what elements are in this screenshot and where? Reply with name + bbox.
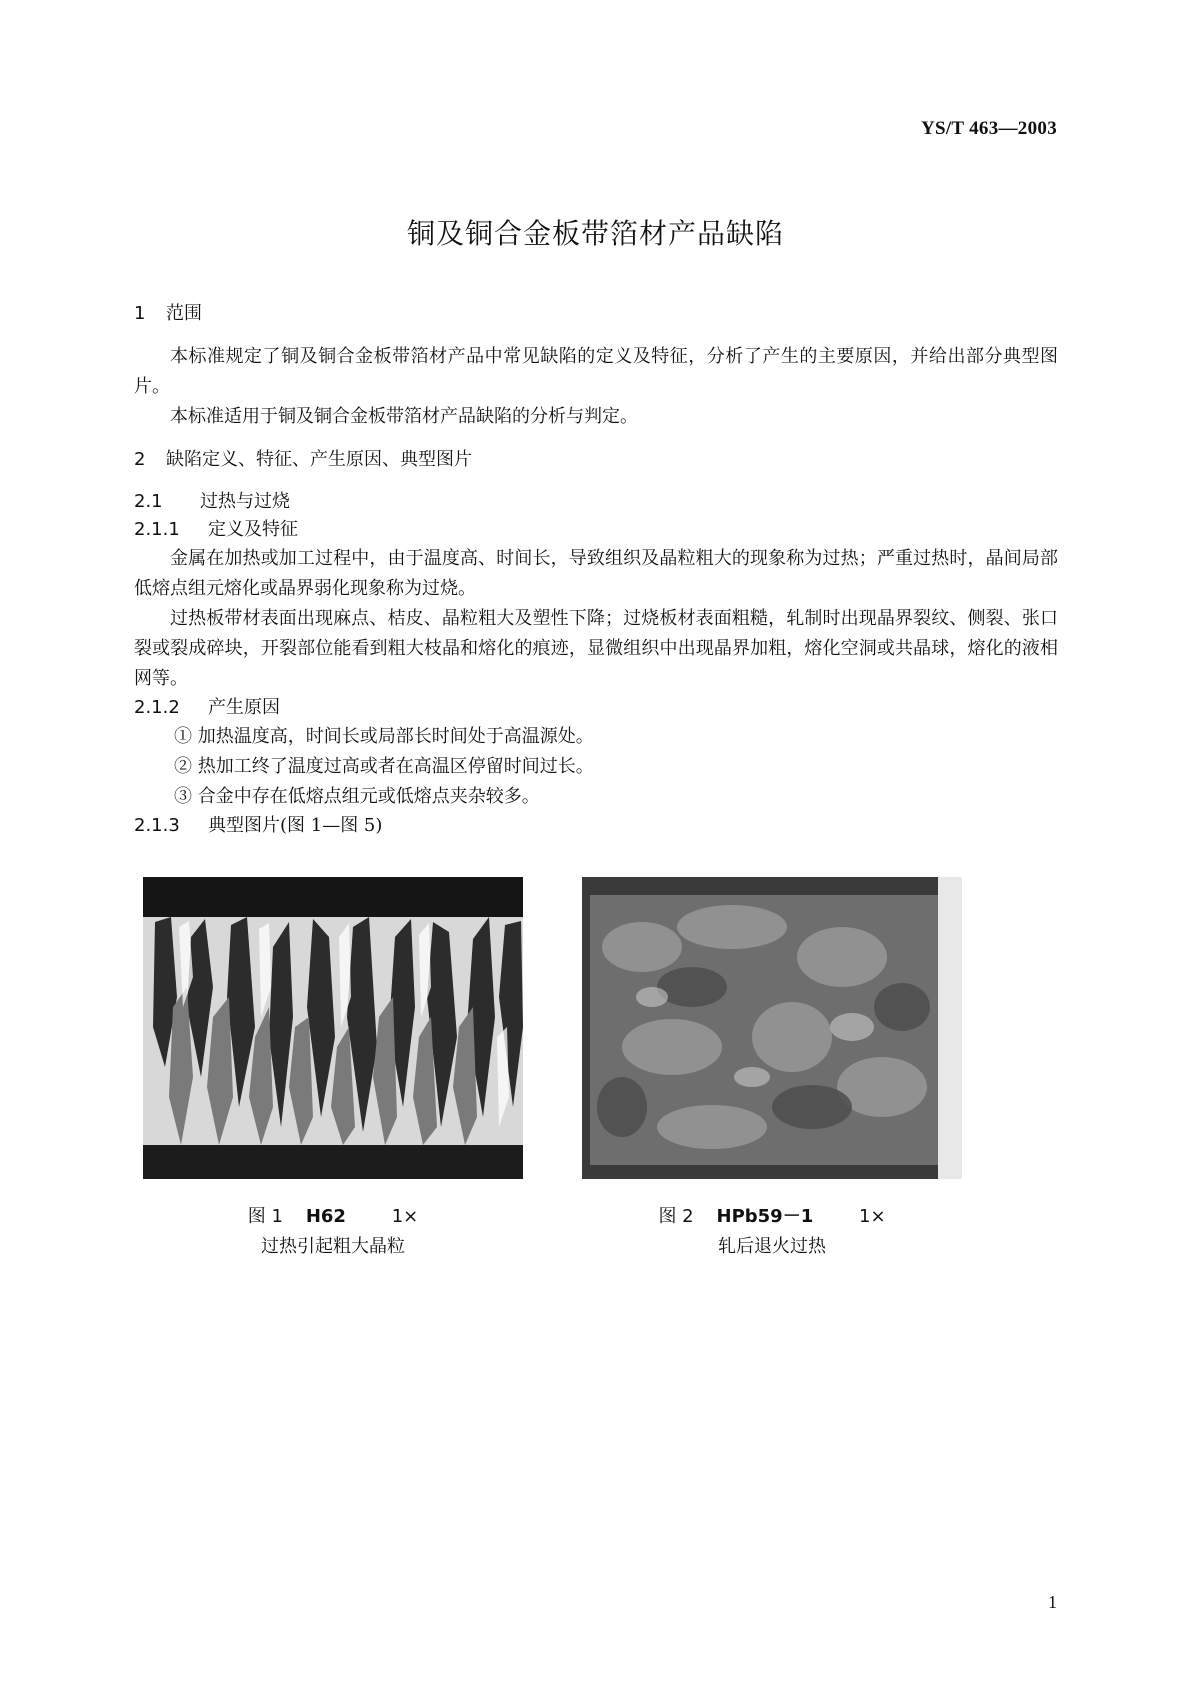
section-title: 范围 <box>166 303 202 324</box>
paragraph: 本标准适用于铜及铜合金板带箔材产品缺陷的分析与判定。 <box>170 406 638 427</box>
figure-2-caption <box>572 1202 972 1262</box>
paragraph: 金属在加热或加工过程中，由于温度高、时间长，导致组织及晶粒粗大的现象称为过热；严重过热时，晶间局部低熔点组元熔化或晶界弱化现象称为过烧。 <box>134 548 1058 599</box>
section-number: 2.1 <box>134 491 163 512</box>
page-number: 1 <box>1048 1592 1057 1612</box>
section-title: 过热与过烧 <box>200 491 290 512</box>
standard-code: YS/T 463—2003 <box>920 118 1057 139</box>
section-title: 定义及特征 <box>208 519 298 540</box>
figure-label: 图 2 <box>658 1206 694 1227</box>
section-title: 典型图片 <box>208 815 280 836</box>
figure-magnification: 1× <box>859 1206 886 1227</box>
section-number: 2.1.2 <box>134 697 180 718</box>
list-item: ② 热加工终了温度过高或者在高温区停留时间过长。 <box>174 756 594 777</box>
caption-line <box>133 1202 533 1232</box>
figure-1-image <box>143 877 523 1179</box>
section-number: 2.1.1 <box>134 519 180 540</box>
figure-2-image <box>582 877 962 1179</box>
section-title: 缺陷定义、特征、产生原因、典型图片 <box>166 449 472 470</box>
section-number: 2.1.3 <box>134 815 180 836</box>
page-title: 铜及铜合金板带箔材产品缺陷 <box>406 217 784 250</box>
section-2-1-2-heading <box>134 694 1058 722</box>
section-2-heading <box>134 446 1058 474</box>
figure-1-caption <box>133 1202 533 1262</box>
figure-reference: (图 1—图 5) <box>280 815 383 836</box>
document-body <box>134 300 1058 840</box>
section-title: 产生原因 <box>208 697 280 718</box>
paragraph: 本标准规定了铜及铜合金板带箔材产品中常见缺陷的定义及特征，分析了产生的主要原因，并给出部分典型图片。 <box>134 346 1058 397</box>
section-number: 2 <box>134 449 146 470</box>
figure-alloy: H62 <box>305 1206 346 1227</box>
list-item: ③ 合金中存在低熔点组元或低熔点夹杂较多。 <box>174 786 540 807</box>
list-item: ① 加热温度高，时间长或局部长时间处于高温源处。 <box>174 726 594 747</box>
paragraph: 过热板带材表面出现麻点、桔皮、晶粒粗大及塑性下降；过烧板材表面粗糙，轧制时出现晶界裂纹、侧裂、张口裂或裂成碎块，开裂部位能看到粗大枝晶和熔化的痕迹，显微组织中出现晶界加粗，熔化空洞或共晶球，熔化的液相网等。 <box>134 608 1058 689</box>
section-2-1-3-heading <box>134 812 1058 840</box>
figure-description: 过热引起粗大晶粒 <box>261 1236 405 1257</box>
figure-description: 轧后退火过热 <box>718 1236 826 1257</box>
section-number: 1 <box>134 303 146 324</box>
section-2-1-1-heading <box>134 516 1058 544</box>
figure-label: 图 1 <box>247 1206 283 1227</box>
caption-line <box>572 1202 972 1232</box>
section-2-1-heading <box>134 488 1058 516</box>
figure-alloy: HPb59－1 <box>716 1206 814 1227</box>
section-1-heading <box>134 300 1058 328</box>
figure-magnification: 1× <box>391 1206 419 1227</box>
